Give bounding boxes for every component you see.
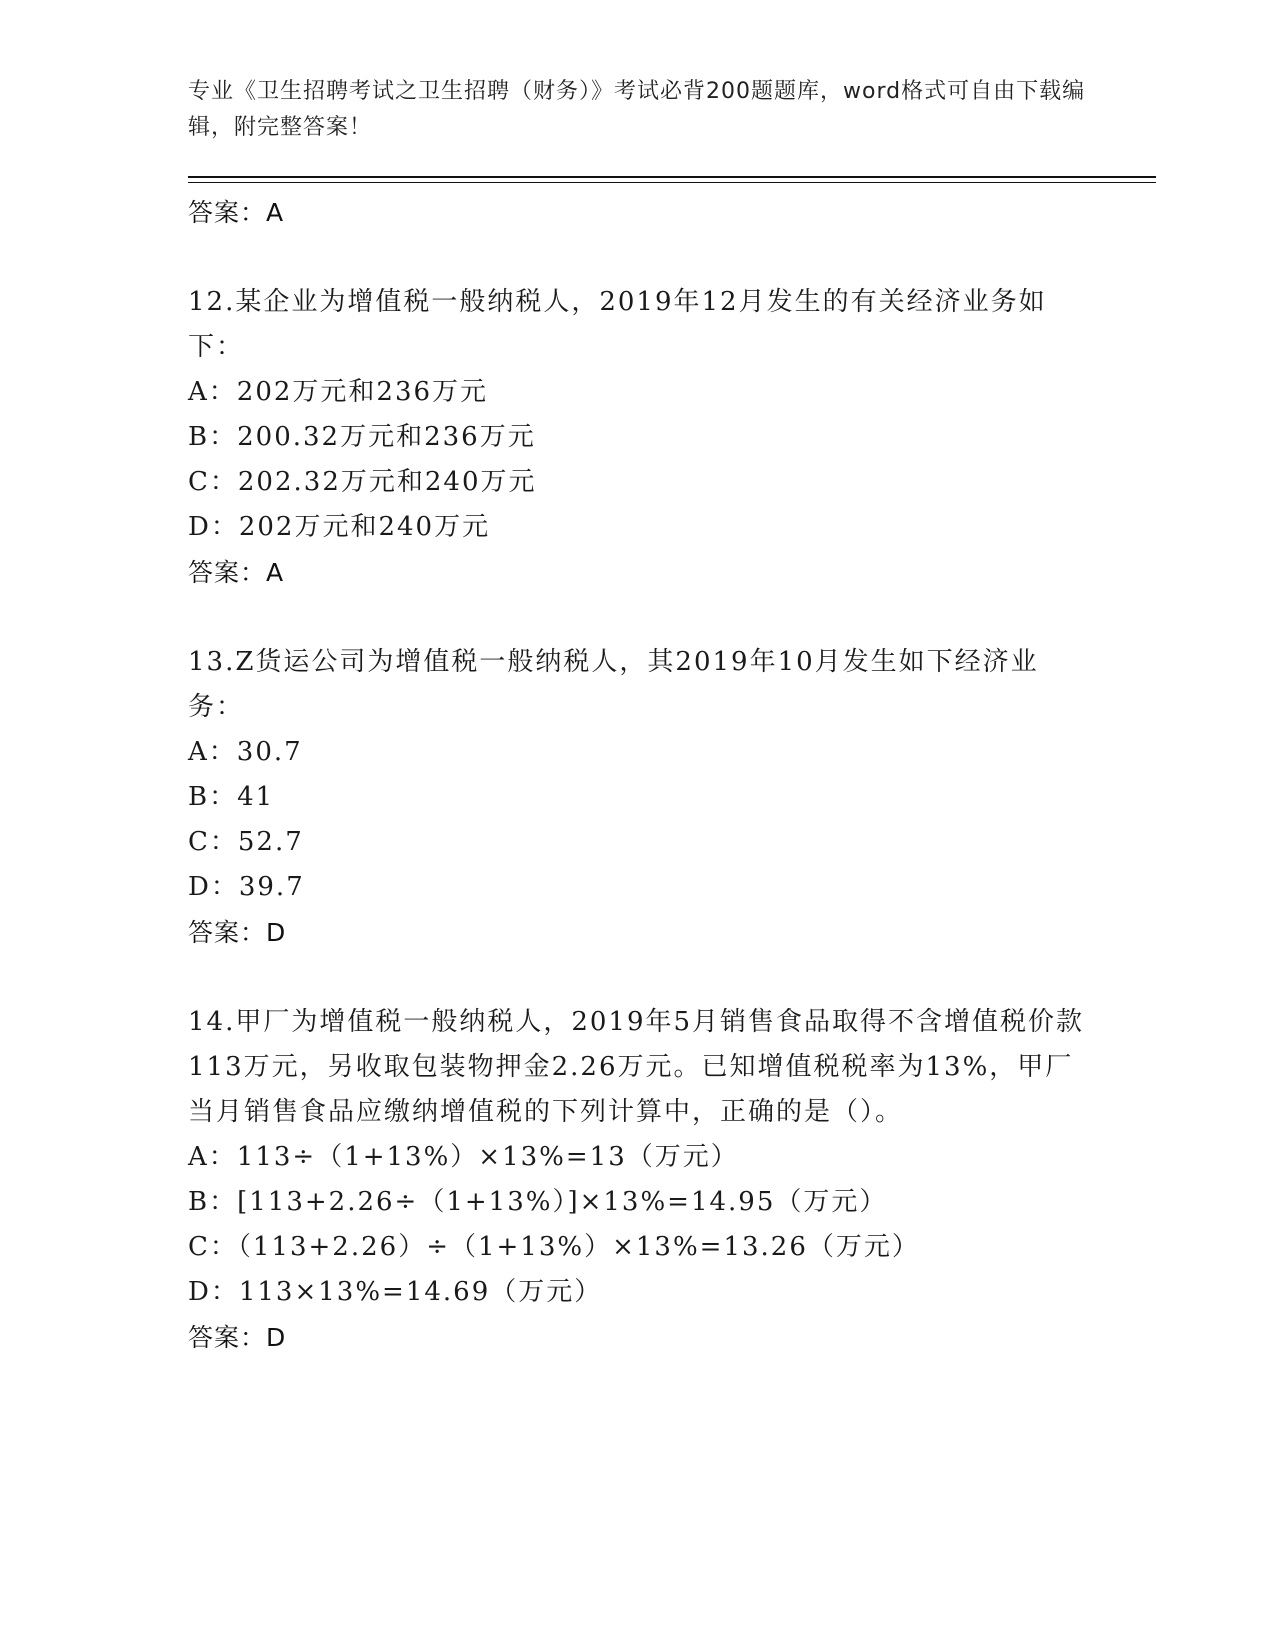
option-d: D：39.7 [188,872,305,902]
option-c: C：（113+2.26）÷（1+13%）×13%=13.26（万元） [188,1232,920,1262]
question-stem: 13.Z货运公司为增值税一般纳税人，其2019年10月发生如下经济业务： [188,647,1039,722]
option-b: B：200.32万元和236万元 [188,422,536,452]
header-rule-thick [188,176,1156,178]
question-stem: 12.某企业为增值税一般纳税人，2019年12月发生的有关经济业务如下： [188,287,1047,362]
option-a: A：113÷（1+13%）×13%=13（万元） [188,1142,739,1172]
question-14 [188,1000,1088,1361]
answer-line: 答案：A [188,198,285,227]
page-header: 专业《卫生招聘考试之卫生招聘（财务）》考试必背200题题库，word格式可自由下载编辑，附完整答案！ [188,79,1086,140]
answer-line: 答案：D [188,918,287,947]
option-c: C：202.32万元和240万元 [188,467,537,497]
option-b: B：[113+2.26÷（1+13%）]×13%=14.95（万元） [188,1187,888,1217]
header-rule-thin [188,182,1156,183]
question-stem: 14.甲厂为增值税一般纳税人，2019年5月销售食品取得不含增值税价款113万元，另收取包装物押金2.26万元。已知增值税税率为13%，甲厂当月销售食品应缴纳增值税的下列计算中，正确的是（）。 [188,1007,1085,1127]
question-12 [188,280,1088,596]
option-a: A：202万元和236万元 [188,377,489,407]
option-a: A：30.7 [188,737,303,767]
document-content [188,188,1088,1361]
option-d: D：202万元和240万元 [188,512,491,542]
answer-line: 答案：D [188,1323,287,1352]
option-c: C：52.7 [188,827,304,857]
question-13 [188,640,1088,956]
option-d: D：113×13%=14.69（万元） [188,1277,603,1307]
answer-line: 答案：A [188,558,285,587]
option-b: B：41 [188,782,275,812]
